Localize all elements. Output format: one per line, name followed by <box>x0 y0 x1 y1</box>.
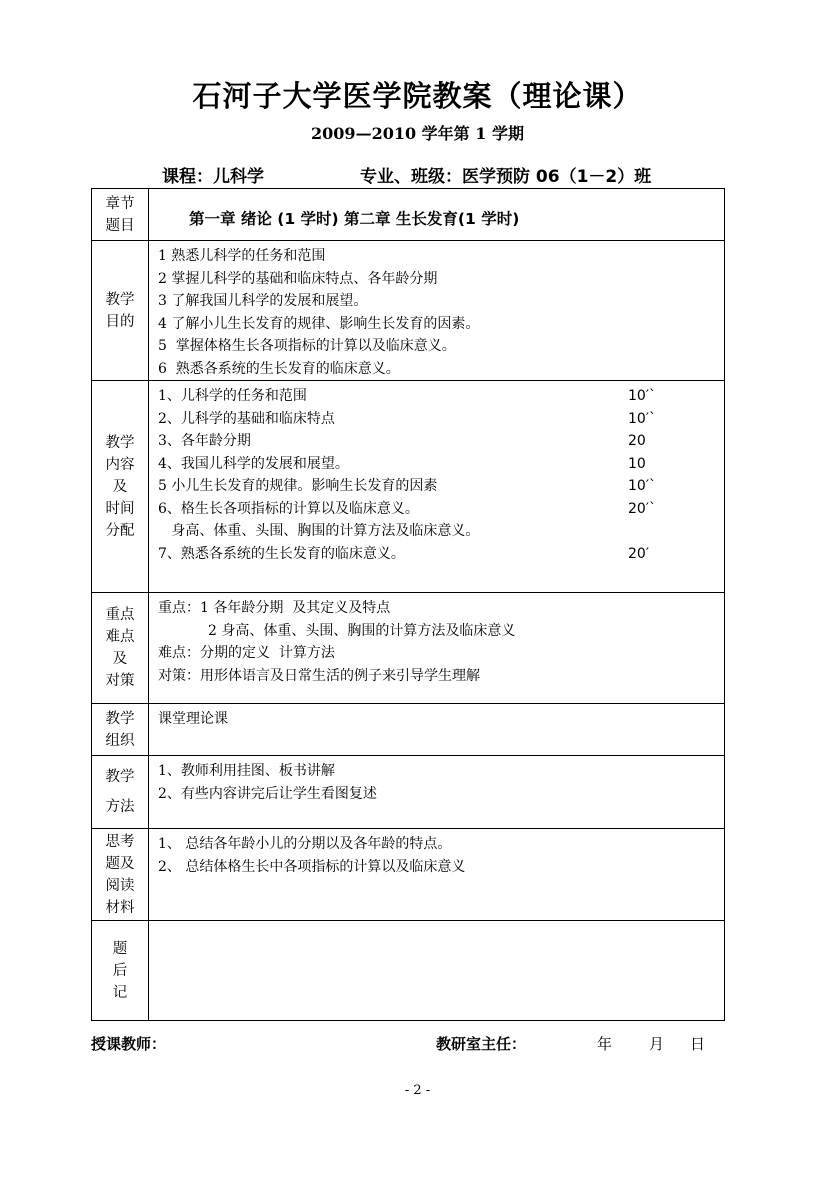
method-item: 2、有些内容讲完后让学生看图复述 <box>158 785 377 802</box>
day-label: 日 <box>690 1035 706 1053</box>
content-label <box>92 381 149 593</box>
objective-item: 2 掌握儿科学的基础和临床特点、各年龄分期 <box>158 270 438 287</box>
reading-cell <box>149 829 725 921</box>
label-line: 组织 <box>105 732 135 749</box>
label-line: 时间 <box>105 500 135 517</box>
chapter-row <box>92 189 725 241</box>
content-item <box>158 453 724 476</box>
content-cell <box>149 381 725 593</box>
content-time: 20′` <box>628 500 656 517</box>
label-line: 内容 <box>105 456 135 473</box>
key-points-label <box>92 593 149 704</box>
objective-item: 5 掌握体格生长各项指标的计算以及临床意义。 <box>158 338 456 354</box>
page-number: - 2 - <box>404 1083 431 1098</box>
label-line: 及 <box>112 651 128 667</box>
content-text: 4、我国儿科学的发展和展望。 <box>158 455 349 472</box>
content-text: 6、格生长各项指标的计算以及临床意义。 <box>158 500 419 517</box>
content-item <box>158 498 724 521</box>
content-text: 身高、体重、头围、胸围的计算方法及临床意义。 <box>158 523 480 539</box>
key-point-line: 2 身高、体重、头围、胸围的计算方法及临床意义 <box>208 622 516 639</box>
label-line: 题 <box>112 940 128 957</box>
content-item <box>158 430 724 453</box>
label-line: 题及 <box>105 855 135 872</box>
postscript-cell <box>149 921 725 1021</box>
label-line: 及 <box>112 478 128 495</box>
label-line: 思考 <box>105 833 135 850</box>
label-line: 教学 <box>105 291 135 308</box>
objective-item: 1 熟悉儿科学的任务和范围 <box>158 248 326 264</box>
method-item: 1、教师利用挂图、板书讲解 <box>158 763 335 779</box>
course-label: 课程：儿科学 <box>162 167 264 187</box>
term-subtitle: 2009—2010 学年第 1 学期 <box>311 124 524 143</box>
key-points-row <box>92 593 725 704</box>
content-item <box>158 543 724 566</box>
lesson-plan-table <box>91 188 725 1021</box>
objectives-label <box>92 241 149 381</box>
page-title: 石河子大学医学院教案（理论课） <box>192 79 643 113</box>
label-line: 题目 <box>105 217 135 234</box>
content-text: 1、儿科学的任务和范围 <box>158 388 307 404</box>
label-line: 后 <box>112 962 128 979</box>
content-row <box>92 381 725 593</box>
label-line: 方法 <box>105 799 135 815</box>
content-time: 10′` <box>628 388 656 404</box>
label-line: 对策 <box>105 673 135 689</box>
organization-row <box>92 704 725 756</box>
chapter-cell <box>149 189 725 241</box>
content-item <box>158 408 724 431</box>
label-line: 教学 <box>105 434 135 451</box>
objectives-row <box>92 241 725 381</box>
content-item <box>158 385 724 408</box>
label-line: 材料 <box>105 899 135 916</box>
key-points-cell <box>149 593 725 704</box>
content-time: 20 <box>628 433 646 449</box>
reading-item: 2、 总结体格生长中各项指标的计算以及临床意义 <box>158 858 466 875</box>
content-time: 20′ <box>628 545 649 562</box>
director-label: 教研室主任： <box>436 1035 527 1053</box>
label-line: 章节 <box>105 195 135 212</box>
chapter-title: 第一章 绪论 (1 学时) 第二章 生长发育(1 学时) <box>189 210 520 228</box>
chapter-label <box>92 189 149 241</box>
month-label: 月 <box>649 1035 665 1053</box>
strategy-line: 对策：用形体语言及日常生活的例子来引导学生理解 <box>158 667 480 684</box>
label-line: 记 <box>112 984 128 1001</box>
organization-label <box>92 704 149 756</box>
label-line: 教学 <box>105 769 135 785</box>
reading-item: 1、 总结各年龄小儿的分期以及各年龄的特点。 <box>158 836 452 852</box>
label-line: 目的 <box>105 313 135 330</box>
methods-label <box>92 756 149 829</box>
objectives-cell <box>149 241 725 381</box>
label-line: 难点 <box>105 629 135 645</box>
teacher-label: 授课教师： <box>91 1035 167 1053</box>
label-line: 阅读 <box>105 877 135 894</box>
label-line: 分配 <box>105 522 135 539</box>
content-text: 5 小儿生长发育的规律。影响生长发育的因素 <box>158 478 438 494</box>
reading-row <box>92 829 725 921</box>
content-text: 3、各年龄分期 <box>158 433 251 449</box>
label-spacer <box>92 788 148 796</box>
organization-cell <box>149 704 725 756</box>
organization-value: 课堂理论课 <box>158 711 228 727</box>
label-line: 教学 <box>105 710 135 727</box>
label-line: 重点 <box>105 607 135 623</box>
objective-item: 4 了解小儿生长发育的规律、影响生长发育的因素。 <box>158 315 480 332</box>
content-time: 10 <box>628 455 646 472</box>
content-item <box>158 520 724 543</box>
year-label: 年 <box>597 1035 613 1053</box>
postscript-label <box>92 921 149 1021</box>
content-time: 10′` <box>628 478 656 494</box>
content-text: 7、熟悉各系统的生长发育的临床意义。 <box>158 545 405 562</box>
objective-item: 6 熟悉各系统的生长发育的临床意义。 <box>158 360 400 377</box>
methods-row <box>92 756 725 829</box>
objective-item: 3 了解我国儿科学的发展和展望。 <box>158 293 368 309</box>
reading-label <box>92 829 149 921</box>
difficulty-line: 难点：分期的定义 计算方法 <box>158 645 335 661</box>
postscript-row <box>92 921 725 1021</box>
content-time: 10′` <box>628 410 656 427</box>
content-item <box>158 475 724 498</box>
major-class-label: 专业、班级：医学预防 06（1－2）班 <box>360 167 652 187</box>
key-point-line: 重点：1 各年龄分期 及其定义及特点 <box>158 600 391 616</box>
content-text: 2、儿科学的基础和临床特点 <box>158 410 335 427</box>
methods-cell <box>149 756 725 829</box>
